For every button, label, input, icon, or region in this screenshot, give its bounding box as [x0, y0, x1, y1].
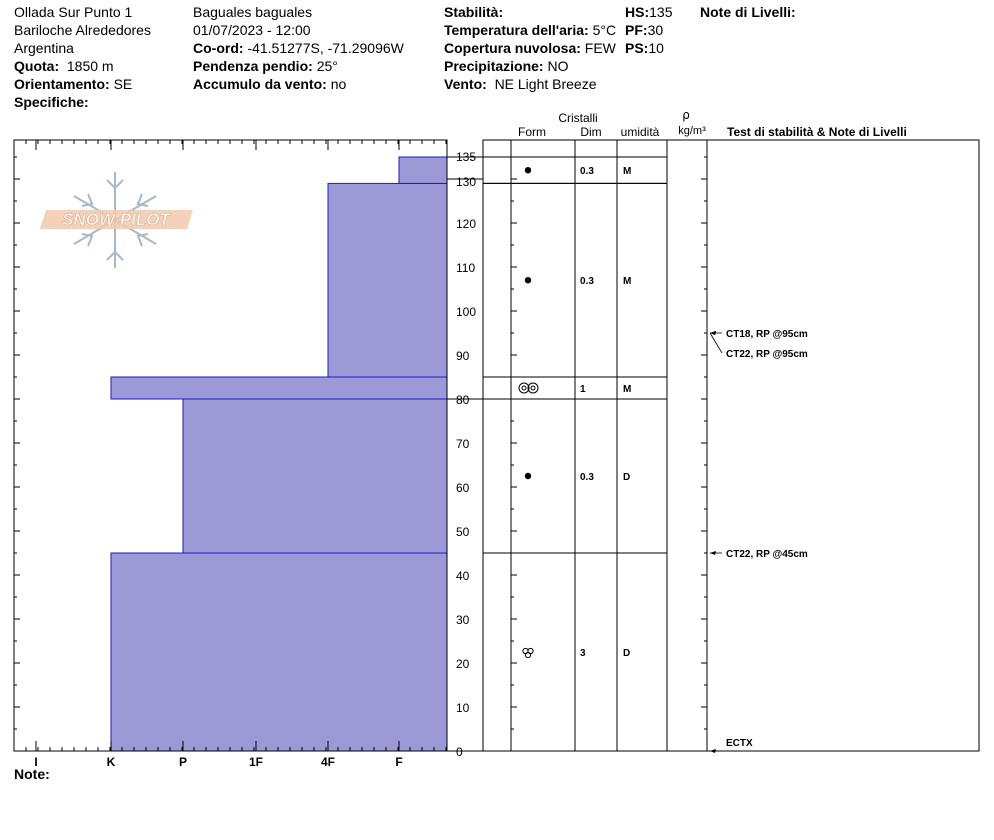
rounded-icon: [525, 473, 531, 479]
depth-tick-label: 90: [456, 349, 470, 363]
hardness-tick-label: P: [178, 755, 188, 769]
location-name: Ollada Sur Punto 1: [14, 4, 133, 20]
layer-size: 1: [580, 384, 586, 395]
stability-label: Stabilità:: [444, 4, 504, 20]
size-header: Dim: [580, 125, 602, 139]
layer-size: 0.3: [580, 276, 594, 288]
depth-tick-label: 80: [456, 393, 470, 407]
depth-tick-label: 100: [456, 305, 477, 319]
test-label: CT18, RP @95cm: [726, 329, 808, 340]
layer-moisture: M: [623, 276, 632, 288]
form-header: Form: [518, 125, 546, 139]
aspect-value: SE: [113, 76, 133, 92]
melt-freeze-icon: [525, 652, 530, 657]
rounded-icon: [525, 277, 531, 283]
ps-value: 10: [648, 40, 664, 56]
depth-tick-label: 130: [456, 175, 477, 189]
wind-label: Vento:: [444, 76, 487, 92]
table-frame: [483, 140, 979, 751]
precip-label: Precipitazione:: [444, 58, 544, 74]
hardness-tick-label: K: [106, 755, 116, 769]
country-name: Argentina: [14, 40, 74, 56]
depth-tick-label: 50: [456, 525, 470, 539]
hardness-tick-label: 1F: [248, 755, 264, 769]
test-arrow-icon: [710, 551, 716, 555]
specifics-label: Specifiche:: [14, 94, 89, 110]
depth-tick-label: 10: [456, 701, 470, 715]
depth-tick-label: 0: [456, 745, 463, 759]
slope-label: Pendenza pendio:: [193, 58, 313, 74]
coords-label: Co-ord:: [193, 40, 244, 56]
wind-value: NE Light Breeze: [494, 76, 597, 92]
hs-value: 135: [649, 4, 673, 20]
test-label: CT22, RP @95cm: [726, 349, 808, 360]
tests-header: Test di stabilità & Note di Livelli: [727, 125, 907, 139]
density-unit-header: kg/m³: [678, 125, 706, 137]
hardness-bar: [111, 377, 447, 399]
snowpilot-logo: [40, 172, 193, 268]
cloud-value: FEW: [584, 40, 616, 56]
logo-text: SNOW PILOT: [62, 210, 170, 229]
layer-moisture: D: [623, 472, 631, 483]
ps-label: PS:: [625, 40, 649, 56]
precip-value: NO: [547, 58, 569, 74]
layer-moisture: M: [623, 384, 632, 395]
moisture-header: umidità: [620, 125, 660, 139]
depth-tick-label: 135: [456, 150, 477, 164]
wind-load-value: no: [330, 76, 347, 92]
layer-size: 3: [580, 648, 586, 659]
layer-moisture: D: [623, 648, 631, 659]
layer-size: 0.3: [580, 166, 594, 178]
coords-value: -41.51277S, -71.29096W: [247, 40, 404, 56]
aspect-label: Orientamento:: [14, 76, 110, 92]
slope-value: 25°: [316, 58, 338, 74]
hardness-tick-label: I: [34, 755, 38, 769]
depth-tick-label: 120: [456, 217, 477, 231]
layer-size: 0.3: [580, 472, 594, 483]
hardness-tick-label: F: [395, 755, 403, 769]
region-name: Bariloche Alrededores: [14, 22, 151, 38]
wet-grains-icon: [522, 386, 526, 390]
depth-tick-label: 40: [456, 569, 470, 583]
note-label: Note:: [14, 766, 50, 782]
hardness-bar: [183, 399, 447, 553]
hardness-bar: [399, 157, 447, 183]
test-label: ECTX: [726, 738, 753, 749]
wind-load-label: Accumulo da vento:: [193, 76, 327, 92]
test-leader-line: [710, 333, 722, 353]
stability-tests: [710, 329, 808, 753]
test-label: CT22, RP @45cm: [726, 549, 808, 560]
wet-grains-icon: [531, 386, 535, 390]
layer-notes-label: Note di Livelli:: [700, 4, 796, 20]
hardness-tick-label: 4F: [320, 755, 336, 769]
cloud-label: Copertura nuvolosa:: [444, 40, 581, 56]
layer-moisture: M: [623, 166, 632, 178]
test-arrow-icon: [710, 749, 716, 753]
depth-tick-label: 70: [456, 437, 470, 451]
air-temp-value: 5°C: [592, 22, 617, 38]
pf-value: 30: [647, 22, 664, 38]
hardness-bars: [111, 157, 447, 751]
hardness-bar: [328, 183, 447, 377]
hs-label: HS:: [625, 4, 650, 20]
crystal-table: [483, 108, 979, 751]
rounded-icon: [525, 167, 531, 173]
depth-tick-label: 60: [456, 481, 470, 495]
air-temp-label: Temperatura dell'aria:: [444, 22, 589, 38]
depth-tick-label: 20: [456, 657, 470, 671]
depth-tick-label: 30: [456, 613, 470, 627]
elevation-label: Quota:: [14, 58, 60, 74]
pf-label: PF:: [625, 22, 648, 38]
crystals-header: Cristalli: [558, 111, 598, 125]
depth-tick-label: 110: [456, 261, 476, 275]
density-symbol-header: ρ: [682, 108, 690, 122]
elevation-value: 1850 m: [66, 58, 114, 74]
observer-name: Baguales baguales: [193, 4, 313, 20]
hardness-bar: [111, 553, 447, 751]
observation-datetime: 01/07/2023 - 12:00: [193, 22, 311, 38]
